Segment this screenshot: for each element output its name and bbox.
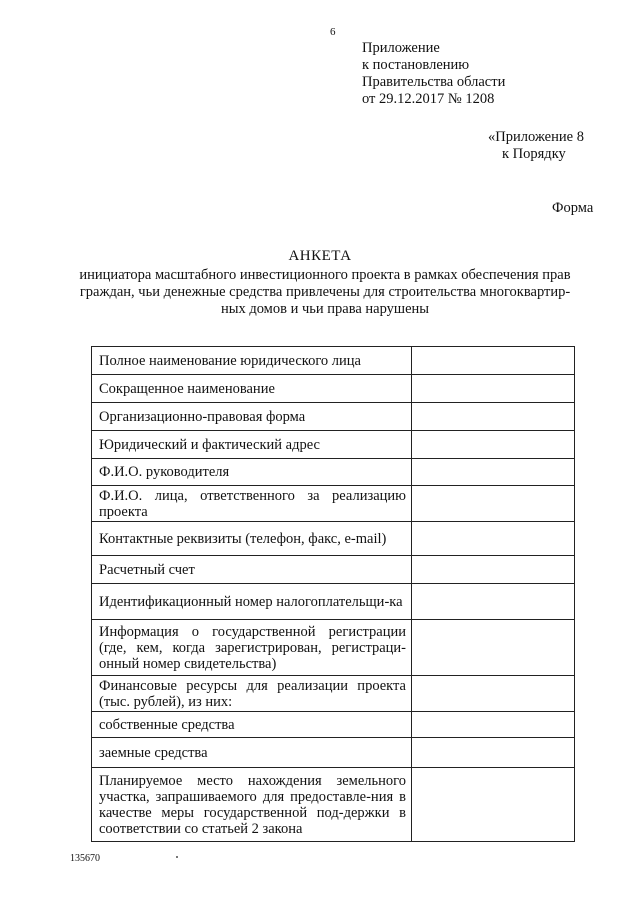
row-label: Информация о государственной регистрации (где, кем, когда зарегистрирован, регистраци-онный номер свидетельства) (92, 620, 412, 676)
row-label: Ф.И.О. лица, ответственного за реализацию проекта (92, 486, 412, 522)
row-label: Контактные реквизиты (телефон, факс, e-mail) (92, 522, 412, 556)
row-label: Сокращенное наименование (92, 375, 412, 403)
table-row (92, 431, 575, 459)
table-row (92, 712, 575, 738)
table-row (92, 584, 575, 620)
page-number: 6 (330, 26, 336, 38)
row-label: Полное наименование юридического лица (92, 347, 412, 375)
row-label: заемные средства (92, 738, 412, 768)
table-row (92, 375, 575, 403)
document-subtitle (60, 267, 590, 318)
row-label: Идентификационный номер налогоплательщи-ка (92, 584, 412, 620)
table-row (92, 676, 575, 712)
table-row (92, 522, 575, 556)
row-value-cell[interactable] (412, 620, 575, 676)
row-label: Расчетный счет (92, 556, 412, 584)
row-value-cell[interactable] (412, 556, 575, 584)
table-row (92, 403, 575, 431)
questionnaire-table (91, 346, 575, 842)
order-line: «Приложение 8 (488, 129, 584, 145)
row-value-cell[interactable] (412, 375, 575, 403)
row-value-cell[interactable] (412, 522, 575, 556)
appendix-reference (362, 40, 505, 108)
row-label: Планируемое место нахождения земельного участка, запрашиваемого для предоставле-ния в качестве меры государственной под-держки в соответствии со статьей 2 закона (92, 768, 412, 842)
row-value-cell[interactable] (412, 738, 575, 768)
row-label: Юридический и фактический адрес (92, 431, 412, 459)
appendix-line: Приложение (362, 40, 440, 56)
appendix-line: Правительства области (362, 74, 506, 90)
row-value-cell[interactable] (412, 712, 575, 738)
subtitle-line: ных домов и чьи права нарушены (220, 301, 430, 317)
table-row (92, 620, 575, 676)
scan-mark (176, 856, 178, 858)
row-label: Организационно-правовая форма (92, 403, 412, 431)
form-label: Форма (552, 200, 594, 216)
order-line: к Порядку (502, 146, 566, 162)
row-label: собственные средства (92, 712, 412, 738)
table-row (92, 556, 575, 584)
row-value-cell[interactable] (412, 431, 575, 459)
table-row (92, 738, 575, 768)
table-row (92, 486, 575, 522)
appendix-line: к постановлению (362, 57, 470, 73)
table-row (92, 347, 575, 375)
order-appendix-reference (488, 129, 584, 163)
document-code: 135670 (70, 853, 100, 864)
appendix-line: от 29.12.2017 № 1208 (362, 91, 495, 107)
subtitle-line: граждан, чьи денежные средства привлечены для строительства многоквартир- (79, 284, 571, 300)
table-row (92, 459, 575, 486)
row-value-cell[interactable] (412, 459, 575, 486)
row-value-cell[interactable] (412, 486, 575, 522)
row-label: Финансовые ресурсы для реализации проекта (тыс. рублей), из них: (92, 676, 412, 712)
row-value-cell[interactable] (412, 768, 575, 842)
row-value-cell[interactable] (412, 403, 575, 431)
row-value-cell[interactable] (412, 676, 575, 712)
document-title: АНКЕТА (288, 248, 352, 264)
row-value-cell[interactable] (412, 347, 575, 375)
row-label: Ф.И.О. руководителя (92, 459, 412, 486)
row-value-cell[interactable] (412, 584, 575, 620)
subtitle-line: инициатора масштабного инвестиционного проекта в рамках обеспечения прав (79, 267, 571, 283)
table-row (92, 768, 575, 842)
